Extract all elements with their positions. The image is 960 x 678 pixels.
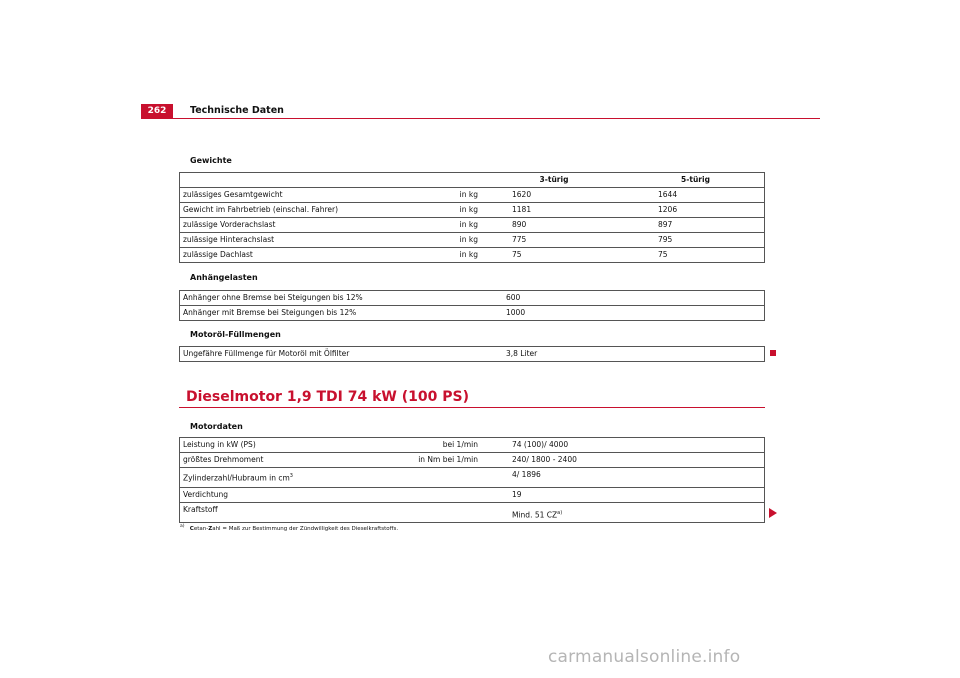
row-value: 74 (100)/ 4000 [481, 438, 765, 453]
section-label-motoroel: Motoröl-Füllmengen [190, 330, 281, 339]
engine-title: Dieselmotor 1,9 TDI 74 kW (100 PS) [186, 389, 469, 405]
value-5-tuerig: 897 [627, 218, 765, 233]
table-row [180, 488, 765, 503]
value-3-tuerig: 75 [481, 248, 627, 263]
footnote-text: ahl = Maß zur Bestimmung der Zündwilligkeit des Dieselkraftstoffs. [212, 525, 399, 532]
footnote-z: Z [208, 525, 213, 532]
table-row [180, 248, 765, 263]
row-value-cell [481, 503, 765, 523]
table-row [180, 188, 765, 203]
column-header-5-tuerig: 5-türig [627, 173, 765, 188]
row-value: 240/ 1800 - 2400 [481, 453, 765, 468]
row-label: zulässiges Gesamtgewicht [183, 190, 283, 199]
row-label: Gewicht im Fahrbetrieb (einschal. Fahrer) [183, 205, 339, 214]
weights-table [179, 172, 765, 263]
watermark: carmanualsonline.info [548, 647, 741, 667]
row-label: zulässige Hinterachslast [183, 235, 275, 244]
table-row [180, 291, 765, 306]
value-3-tuerig: 1181 [481, 203, 627, 218]
row-label: Kraftstoff [180, 503, 482, 523]
oil-table [179, 346, 765, 362]
row-label: Leistung in kW (PS) [183, 440, 256, 449]
row-value: 19 [481, 488, 765, 503]
row-label-superscript: 3 [289, 473, 293, 480]
row-label: Anhänger mit Bremse bei Steigungen bis 12% [180, 306, 504, 321]
footnote-mid: etan- [193, 525, 209, 532]
row-label: zulässige Vorderachslast [183, 220, 276, 229]
header-rule [141, 118, 820, 119]
row-label: Zylinderzahl/Hubraum in cm [183, 473, 290, 483]
row-label-cell [180, 233, 482, 248]
row-label-cell [180, 218, 482, 233]
row-label: Anhänger ohne Bremse bei Steigungen bis 12% [180, 291, 504, 306]
table-row [180, 306, 765, 321]
page-header-title: Technische Daten [190, 105, 284, 116]
table-header-row [180, 173, 765, 188]
row-unit: in kg [459, 220, 478, 229]
row-value: 3,8 Liter [503, 347, 765, 362]
row-value: 4/ 1896 [481, 468, 765, 488]
value-5-tuerig: 795 [627, 233, 765, 248]
value-3-tuerig: 1620 [481, 188, 627, 203]
row-label-cell [180, 468, 482, 488]
footnote [180, 524, 398, 532]
row-label-cell [180, 438, 482, 453]
section-label-motordaten: Motordaten [190, 422, 243, 431]
row-label: Ungefähre Füllmenge für Motoröl mit Ölfilter [180, 347, 504, 362]
row-unit: in kg [459, 205, 478, 214]
page-number: 262 [141, 104, 173, 118]
engine-table [179, 437, 765, 523]
row-label: zulässige Dachlast [183, 250, 253, 259]
table-row [180, 218, 765, 233]
row-label: Verdichtung [180, 488, 482, 503]
value-5-tuerig: 75 [627, 248, 765, 263]
section-label-gewichte: Gewichte [190, 156, 232, 165]
row-unit: bei 1/min [442, 440, 478, 449]
footnote-c: C [189, 525, 194, 532]
table-row [180, 503, 765, 523]
table-row [180, 203, 765, 218]
row-unit: in kg [459, 250, 478, 259]
section-label-anhaengelasten: Anhängelasten [190, 273, 258, 282]
footnote-reference: a) [557, 509, 563, 516]
row-value: Mind. 51 CZ [512, 510, 558, 519]
row-label-cell [180, 248, 482, 263]
row-unit: in Nm bei 1/min [418, 455, 478, 464]
continue-arrow-icon [769, 508, 777, 518]
section-end-mark [770, 350, 776, 356]
table-row [180, 438, 765, 453]
row-unit: in kg [459, 235, 478, 244]
table-row [180, 233, 765, 248]
engine-title-rule [179, 407, 765, 408]
value-3-tuerig: 890 [481, 218, 627, 233]
table-header-empty [180, 173, 482, 188]
table-row [180, 347, 765, 362]
row-label-cell [180, 188, 482, 203]
table-row [180, 453, 765, 468]
footnote-marker: a) [180, 524, 185, 529]
trailer-table [179, 290, 765, 321]
column-header-3-tuerig: 3-türig [481, 173, 627, 188]
value-5-tuerig: 1206 [627, 203, 765, 218]
value-5-tuerig: 1644 [627, 188, 765, 203]
row-label-cell [180, 203, 482, 218]
row-value: 600 [503, 291, 765, 306]
row-label: größtes Drehmoment [183, 455, 264, 464]
value-3-tuerig: 775 [481, 233, 627, 248]
row-unit: in kg [459, 190, 478, 199]
table-row [180, 468, 765, 488]
row-value: 1000 [503, 306, 765, 321]
row-label-cell [180, 453, 482, 468]
